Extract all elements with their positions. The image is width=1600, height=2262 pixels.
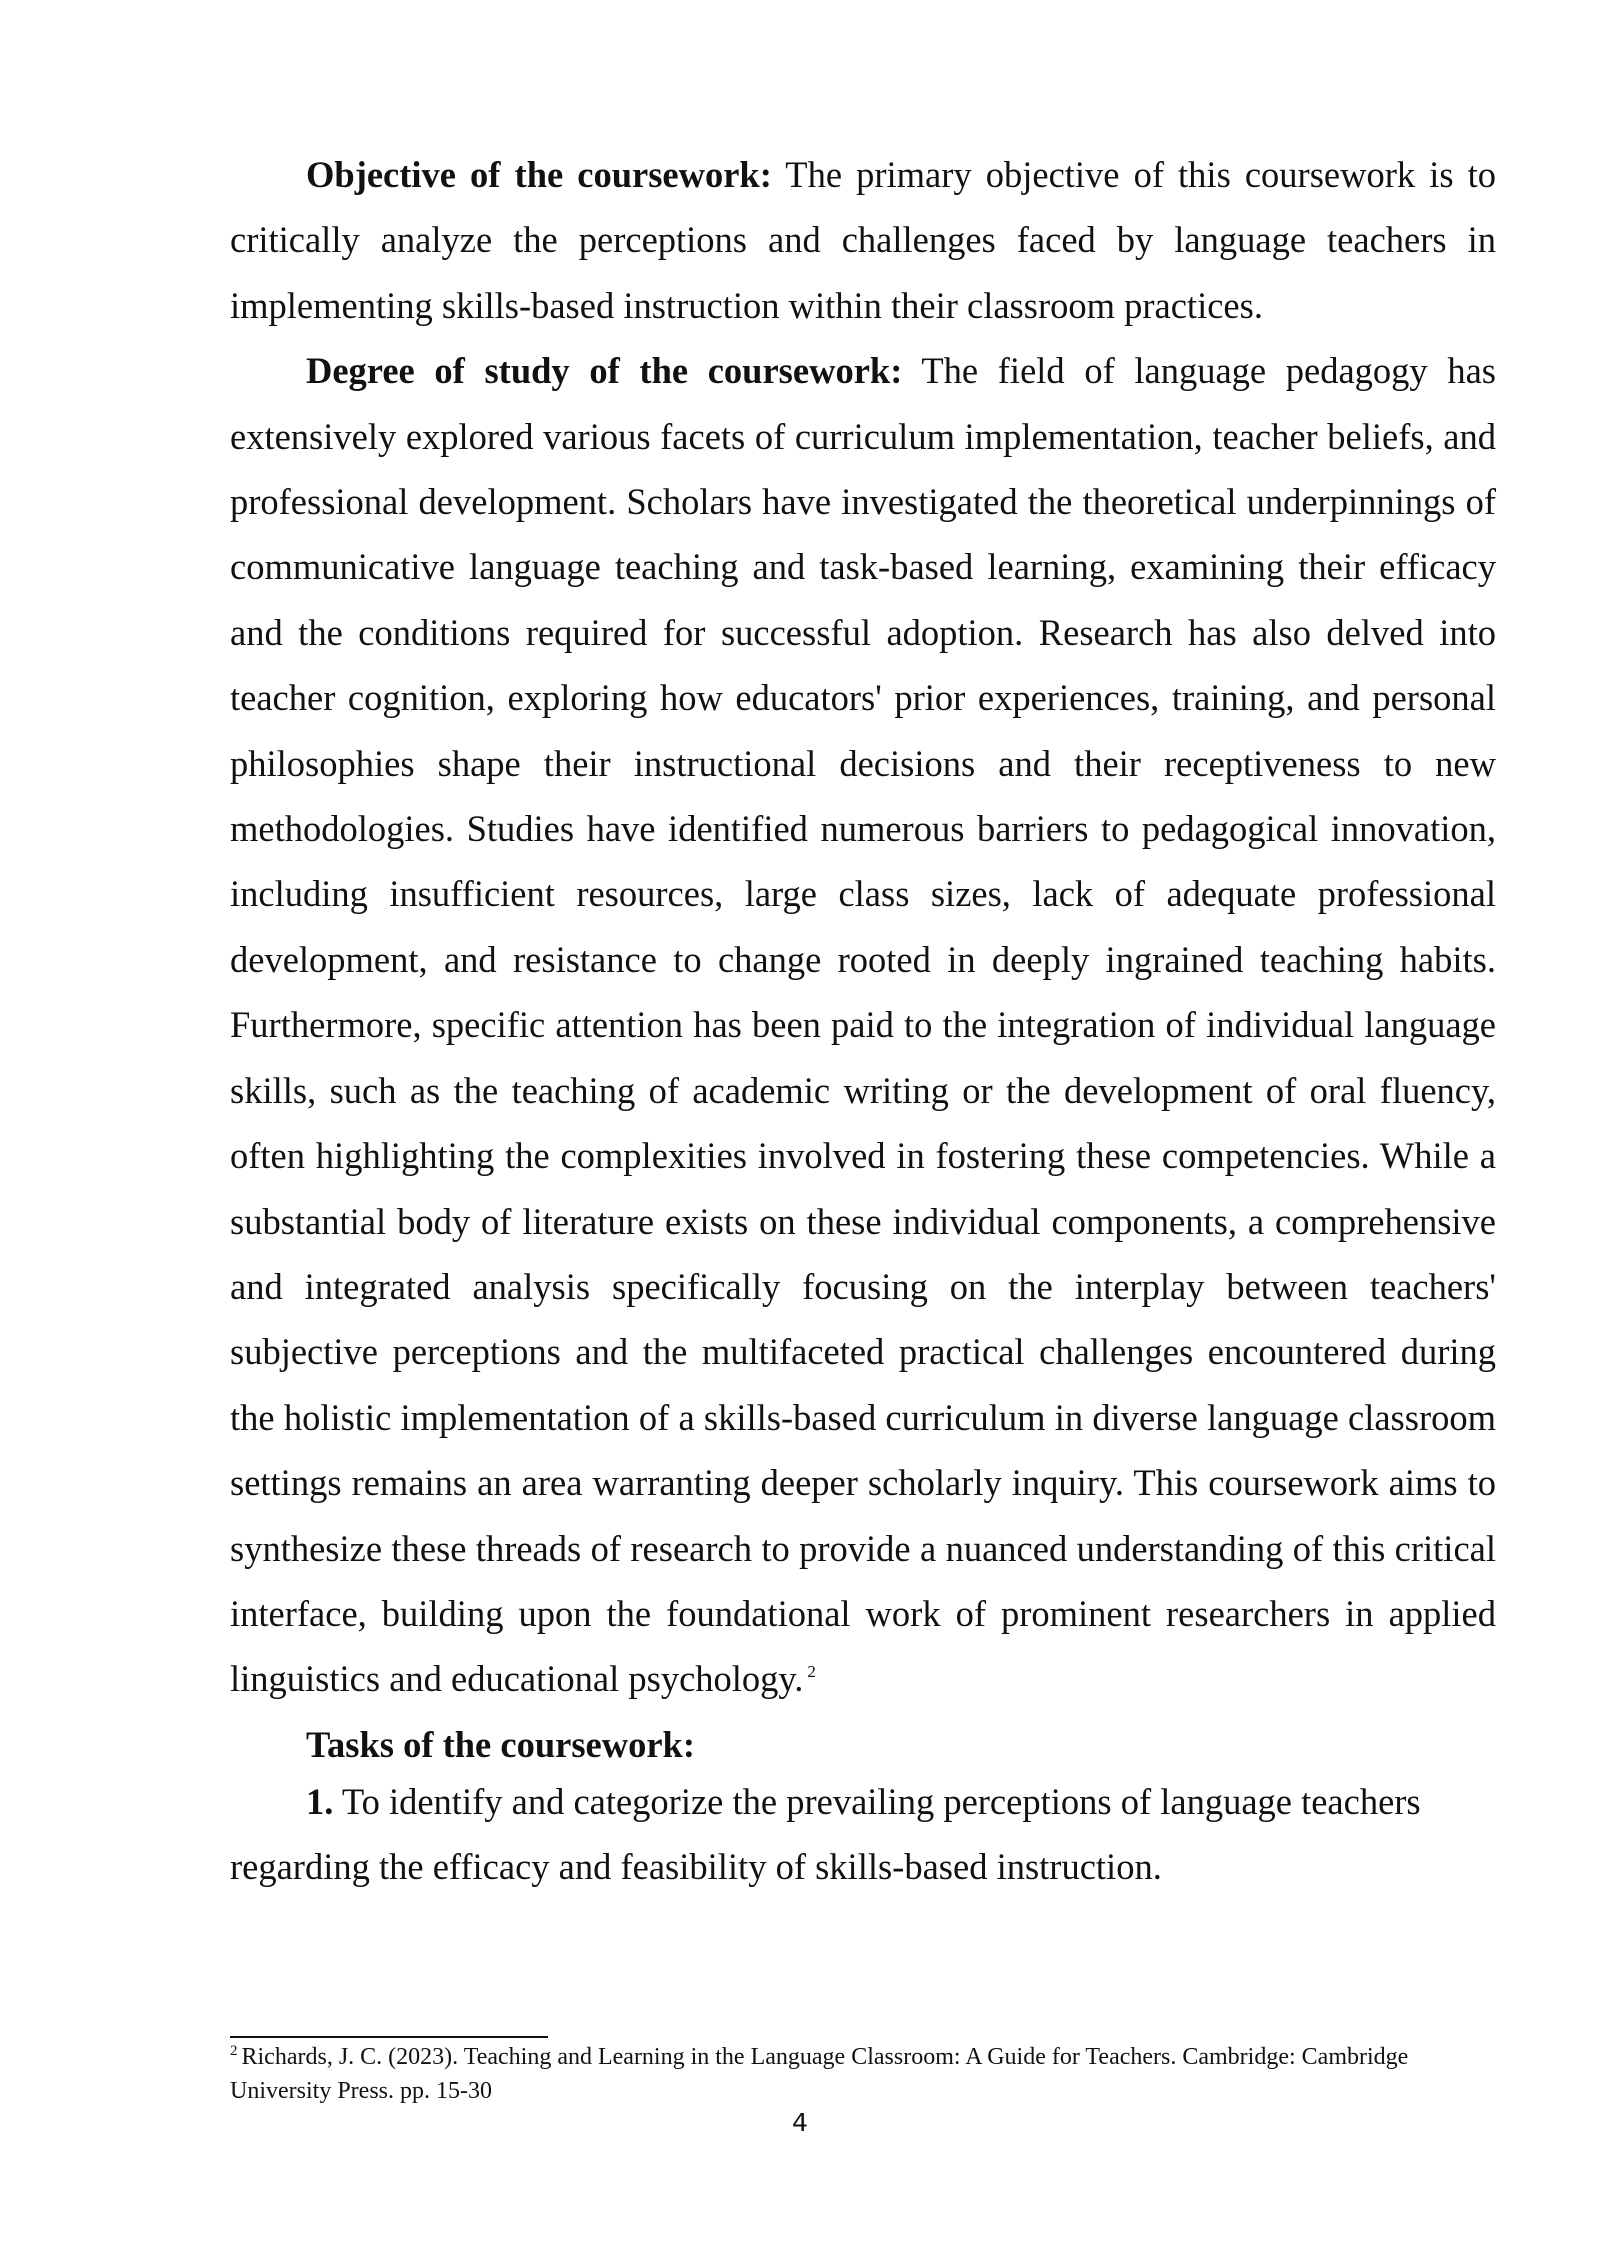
degree-of-study-heading: Degree of study of the coursework:	[306, 350, 903, 392]
footnote-separator	[230, 2036, 548, 2038]
objective-heading: Objective of the coursework:	[306, 154, 772, 195]
footnote-reference: 2	[807, 1662, 816, 1682]
task-number: 1.	[306, 1780, 334, 1822]
degree-of-study-text: The field of language pedagogy has extensively explored various facets of curriculum implementation, teacher beliefs, and professional development. Scholars have investigated the theoretical underpinnings of communicative language teaching and task-based learning, examining their efficacy and the conditions required for successful adoption. Research has also delved into teacher cognition, exploring how educators' prior experiences, training, and personal philosophies shape their instructional decisions and their receptiveness to new methodologies. Studies have identified numerous barriers to pedagogical innovation, including insufficient resources, large class sizes, lack of adequate professional development, and resistance to change rooted in deeply ingrained teaching habits. Furthermore, specific attention has been paid to the integration of individual language skills, such as the teaching of academic writing or the development of oral fluency, often highlighting the complexities involved in fostering these competencies. While a substantial body of literature exists on these individual components, a comprehensive and integrated analysis specifically focusing on the interplay between teachers' subjective perceptions and the multifaceted practical challenges encountered during the holistic implementation of a skills-based curriculum in diverse language classroom settings remains an area warranting deeper scholarly inquiry. This coursework aims to synthesize these threads of research to provide a nuanced understanding of this critical interface, building upon the foundational work of prominent researchers in applied linguistics and educational psychology.	[230, 350, 1496, 1700]
footnote-text: Richards, J. C. (2023). Teaching and Learning in the Language Classroom: A Guide for Teachers. Cambridge: Cambridge University Press. pp. 15-30	[230, 2044, 1409, 2104]
page-number: 4	[792, 2108, 808, 2137]
tasks-heading: Tasks of the coursework:	[306, 1723, 696, 1765]
objective-paragraph	[230, 142, 1496, 338]
footnote	[230, 2040, 1496, 2108]
task-text: To identify and categorize the prevailing perceptions of language teachers regarding the efficacy and feasibility of skills-based instruction.	[230, 1780, 1421, 1888]
objective-text: The primary objective of this coursework is to critically analyze the perceptions and challenges faced by language teachers in implementing skills-based instruction within their classroom practices.	[230, 154, 1497, 326]
degree-of-study-paragraph	[230, 338, 1496, 1712]
body-text	[230, 142, 1496, 1900]
task-item	[230, 1769, 1496, 1900]
footnote-mark: 2	[230, 2043, 238, 2059]
